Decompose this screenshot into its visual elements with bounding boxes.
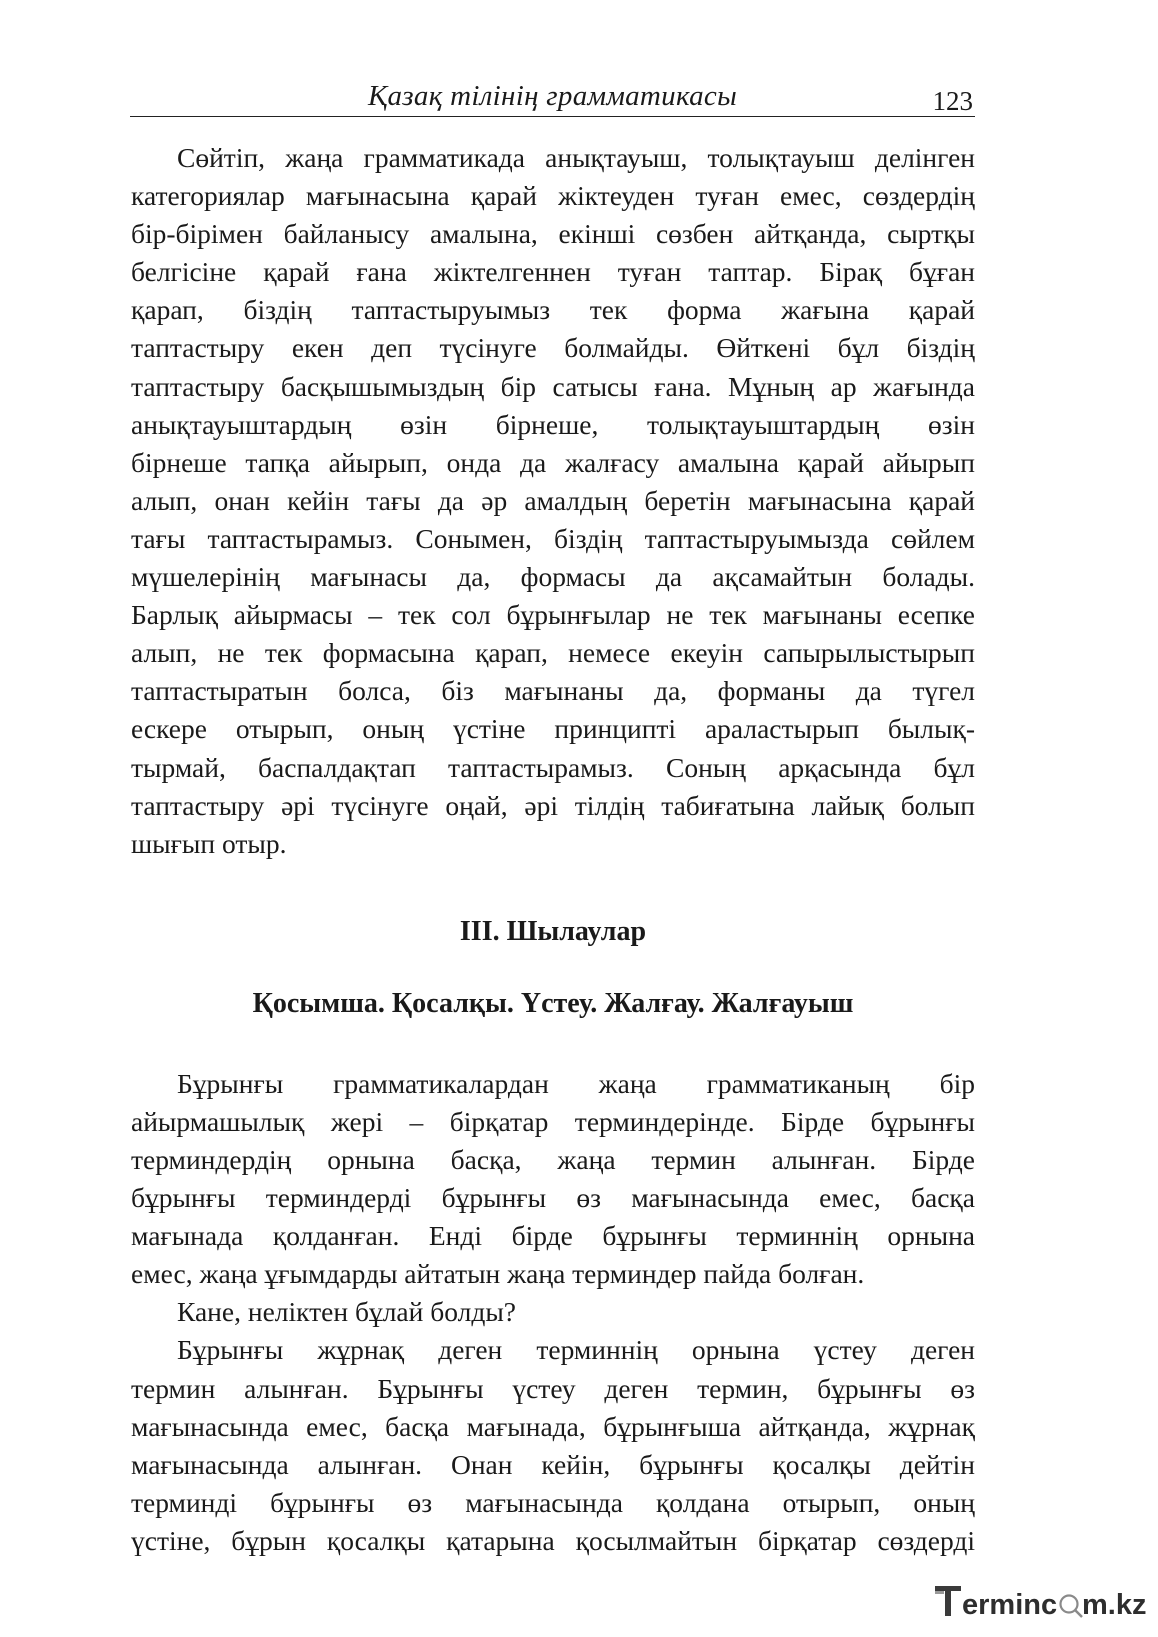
termincom-watermark-logo <box>935 1580 1147 1625</box>
text-line: бірнеше тапқа айырып, онда да жалғасу амалына қарай айырып <box>131 446 975 478</box>
running-title: Қазақ тілінің грамматикасы <box>367 80 738 112</box>
text-line: қарап, біздің таптастыруымыз тек форма жағына қарай <box>131 294 975 326</box>
text-line: мағынада қолданған. Енді бірде бұрынғы терминнің орнына <box>131 1220 975 1252</box>
running-header <box>130 78 975 117</box>
text-line: тырмай, баспалдақтап таптастырамыз. Соның арқасында бұл <box>131 751 975 783</box>
text-line: мағынасында емес, басқа мағынада, бұрынғыша айтқанда, жұрнақ <box>131 1410 975 1442</box>
text-line: Кане, неліктен бұлай болды? <box>177 1296 516 1328</box>
page-body <box>131 139 975 1560</box>
text-line: Барлық айырмасы – тек сол бұрынғылар не тек мағынаны есепке <box>131 599 975 631</box>
text-line: Бұрынғы грамматикалардан жаңа грамматиканың бір <box>177 1067 975 1099</box>
paragraph-1 <box>131 139 975 863</box>
text-line: бұрынғы терминдерді бұрынғы өз мағынасында емес, басқа <box>131 1182 975 1214</box>
text-line: алып, не тек формасына қарап, немесе екеуін сапырылыстырып <box>131 637 975 669</box>
text-line: таптастыру екен деп түсінуге болмайды. Өйткені бұл біздің <box>131 332 975 364</box>
text-line: тағы таптастырамыз. Сонымен, біздің таптастыруымызда сөйлем <box>131 522 975 554</box>
page-number: 123 <box>932 86 973 116</box>
text-line: Сөйтіп, жаңа грамматикада анықтауыш, толықтауыш делінген <box>177 142 975 173</box>
text-line: белгісіне қарай ғана жіктелгеннен туған таптар. Бірақ бұған <box>131 256 975 288</box>
text-line: терминдердің орнына басқа, жаңа термин алынған. Бірде <box>131 1143 975 1175</box>
text-line: емес, жаңа ұғымдарды айтатын жаңа терминдер пайда болған. <box>131 1258 865 1290</box>
text-line: айырмашылық жері – бірқатар терминдерінде. Бірде бұрынғы <box>131 1105 975 1137</box>
magnifier-icon <box>935 1580 1147 1625</box>
text-line: таптастыру әрі түсінуге оңай, әрі тілдің табиғатына лайық болып <box>131 789 975 821</box>
text-line: үстіне, бұрын қосалқы қатарына қосылмайтын бірқатар сөздерді <box>131 1524 975 1556</box>
text-line: термин алынған. Бұрынғы үстеу деген термин, бұрынғы өз <box>131 1372 975 1404</box>
text-line: мүшелерінің мағынасы да, формасы да ақсамайтын болады. <box>131 561 975 593</box>
text-line: терминді бұрынғы өз мағынасында қолдана отырып, оның <box>131 1486 975 1518</box>
section-subheading: Қосымша. Қосалқы. Үстеу. Жалғау. Жалғауыш <box>252 987 854 1019</box>
paragraph-4 <box>131 1331 975 1560</box>
svg-text:m.kz: m.kz <box>1082 1589 1147 1621</box>
paragraph-3 <box>131 1293 975 1331</box>
text-line: категориялар мағынасына қарай жіктеуден туған емес, сөздердің <box>131 180 975 212</box>
text-line: алып, онан кейін тағы да әр амалдың беретін мағынасына қарай <box>131 484 975 516</box>
text-line: таптастыратын болса, біз мағынаны да, форманы да түгел <box>131 675 975 707</box>
text-line: таптастыру басқышымыздың бір сатысы ғана. Мұның ар жағында <box>131 370 975 402</box>
section-heading: III. Шылаулар <box>459 915 647 947</box>
text-line: мағынасында алынған. Онан кейін, бұрынғы қосалқы дейтін <box>131 1448 975 1480</box>
text-line: шығып отыр. <box>131 827 287 859</box>
text-line: ескере отырып, оның үстіне принципті араластырып былық- <box>131 713 975 745</box>
text-line: бір-бірімен байланысу амалына, екінші сөзбен айтқанда, сыртқы <box>131 218 975 250</box>
paragraph-2 <box>131 1065 975 1294</box>
text-line: анықтауыштардың өзін бірнеше, толықтауыштардың өзін <box>131 408 975 440</box>
svg-text:erminc: erminc <box>962 1589 1058 1621</box>
text-line: Бұрынғы жұрнақ деген терминнің орнына үстеу деген <box>177 1334 975 1366</box>
